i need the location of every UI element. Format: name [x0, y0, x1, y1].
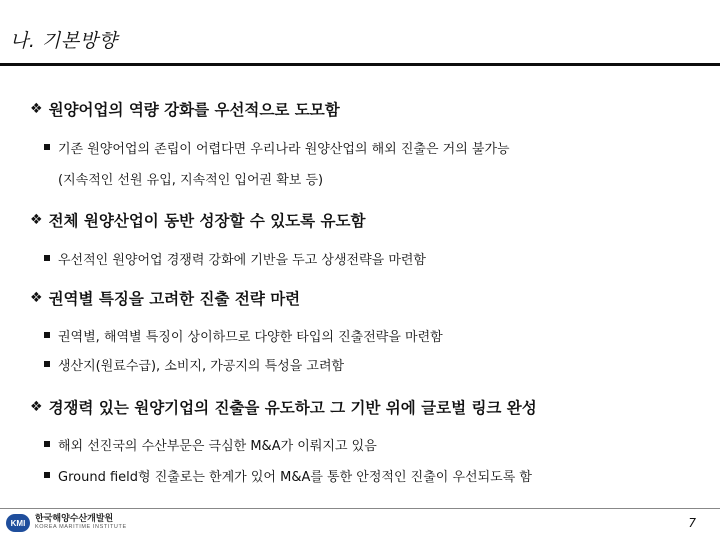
section-heading-text: 권역별 특징을 고려한 진출 전략 마련 — [48, 290, 301, 308]
list-item-text: 생산지(원료수급), 소비지, 가공지의 특성을 고려함 — [58, 359, 345, 374]
section-heading — [30, 287, 443, 309]
diamond-bullet-icon: ❖ — [30, 290, 43, 306]
diamond-bullet-icon: ❖ — [30, 101, 43, 117]
square-bullet-icon — [44, 441, 50, 447]
section-3 — [30, 287, 443, 374]
section-heading — [30, 396, 537, 418]
kmi-logo-text — [35, 515, 127, 530]
list-item — [44, 355, 443, 374]
list-item — [44, 435, 537, 454]
square-bullet-icon — [44, 144, 50, 150]
square-bullet-icon — [44, 472, 50, 478]
list-item — [44, 138, 510, 157]
section-1 — [30, 98, 510, 188]
square-bullet-icon — [44, 361, 50, 367]
diamond-bullet-icon: ❖ — [30, 399, 43, 415]
list-item-text: 우선적인 원양어업 경쟁력 강화에 기반을 두고 상생전략을 마련함 — [58, 253, 426, 268]
square-bullet-icon — [44, 332, 50, 338]
diamond-bullet-icon: ❖ — [30, 212, 43, 228]
section-heading — [30, 98, 510, 120]
kmi-logo — [6, 514, 127, 532]
list-item — [44, 326, 443, 345]
list-item-text: Ground field형 진출로는 한계가 있어 M&A를 통한 안정적인 진출이 우선되도록 함 — [58, 470, 532, 485]
square-bullet-icon — [44, 255, 50, 261]
title-divider — [0, 63, 720, 66]
list-item — [44, 249, 426, 268]
list-item — [44, 466, 537, 485]
page-number: 7 — [688, 516, 696, 530]
section-heading-text: 경쟁력 있는 원양기업의 진출을 유도하고 그 기반 위에 글로벌 링크 완성 — [48, 399, 537, 417]
section-heading — [30, 209, 426, 231]
logo-english-name: KOREA MARITIME INSTITUTE — [35, 523, 127, 530]
section-heading-text: 전체 원양산업이 동반 성장할 수 있도록 유도함 — [48, 212, 366, 230]
list-item-text: 권역별, 해역별 특징이 상이하므로 다양한 타입의 진출전략을 마련함 — [58, 330, 443, 345]
footer-divider — [0, 508, 720, 509]
list-item-text: 기존 원양어업의 존립이 어렵다면 우리나라 원양산업의 해외 진출은 거의 불가능 — [58, 142, 510, 157]
kmi-logo-mark: KMI — [6, 514, 30, 532]
section-2 — [30, 209, 426, 268]
section-4 — [30, 396, 537, 485]
list-item-text: 해외 선진국의 수산부문은 극심한 M&A가 이뤄지고 있음 — [58, 439, 377, 454]
section-heading-text: 원양어업의 역량 강화를 우선적으로 도모함 — [48, 101, 340, 119]
logo-korean-name: 한국해양수산개발원 — [35, 514, 114, 525]
page-title: 나. 기본방향 — [10, 30, 118, 52]
list-item-continuation: (지속적인 선원 유입, 지속적인 입어권 확보 등) — [58, 173, 324, 188]
